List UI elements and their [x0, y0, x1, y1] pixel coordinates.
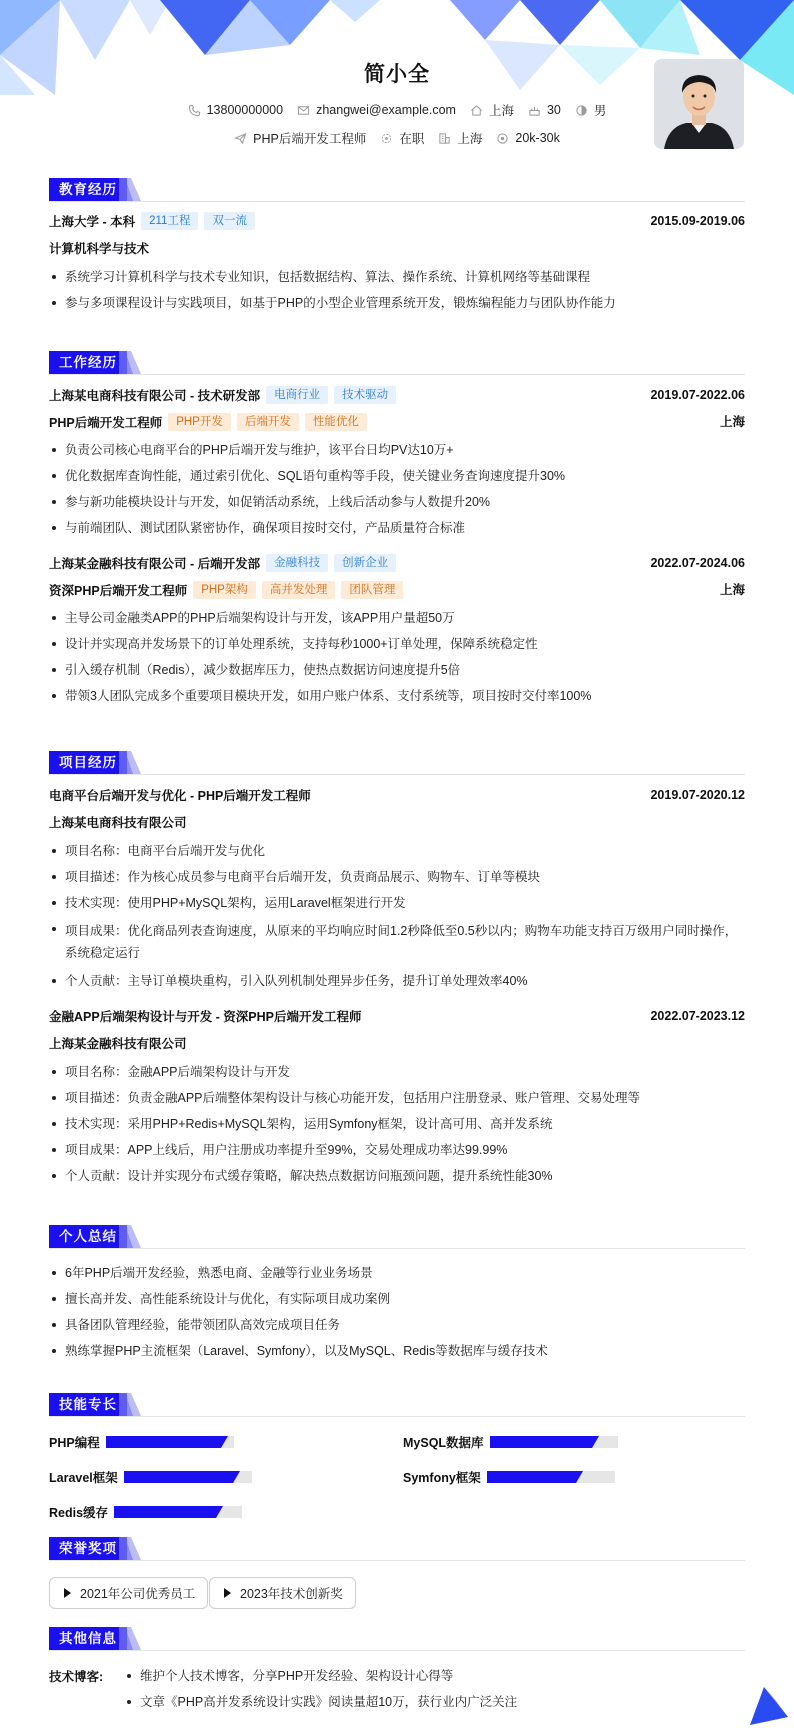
avatar-photo — [654, 59, 744, 149]
company-tag: 技术驱动 — [334, 386, 396, 404]
skill-name: Redis缓存 — [49, 1506, 109, 1520]
home-icon — [470, 104, 483, 117]
section-title: 技能专长 — [49, 1393, 127, 1416]
skill-bar — [487, 1471, 615, 1483]
location-value: 上海 — [488, 104, 514, 118]
award-label: 2023年技术创新奖 — [240, 1587, 343, 1601]
other-section — [49, 1627, 745, 1709]
work-date: 2022.07-2024.06 — [650, 556, 745, 570]
gender-value: 男 — [593, 104, 607, 118]
skill-name: MySQL数据库 — [403, 1436, 484, 1450]
company-name: 上海某金融科技有限公司 - 后端开发部 — [49, 557, 261, 571]
money-icon — [496, 132, 509, 145]
skill-name: Symfony框架 — [403, 1471, 481, 1485]
work-entry-header — [49, 384, 745, 406]
other-bullets — [124, 1667, 517, 1711]
summary-section — [49, 1225, 745, 1360]
list-item: 个人贡献：设计并实现分布式缓存策略，解决热点数据访问瓶颈问题，提升系统性能30% — [49, 1167, 745, 1185]
list-item: 项目成果：APP上线后，用户注册成功率提升至99%，交易处理成功率达99.99% — [49, 1141, 745, 1159]
location-item — [470, 101, 514, 119]
corner-decoration — [750, 1687, 788, 1725]
skill-fill — [487, 1471, 577, 1483]
phone-value: 13800000000 — [206, 103, 284, 117]
section-title: 工作经历 — [49, 351, 127, 374]
education-date: 2015.09-2019.06 — [650, 214, 745, 228]
list-item: 项目描述：负责金融APP后端整体架构设计与核心功能开发，包括用户注册登录、账户管理、交易处理等 — [49, 1089, 745, 1107]
section-title: 个人总结 — [49, 1225, 127, 1248]
education-entry — [49, 210, 745, 232]
list-item: 项目名称：电商平台后端开发与优化 — [49, 842, 745, 860]
list-item: 维护个人技术博客，分享PHP开发经验、架构设计心得等 — [124, 1667, 517, 1685]
section-header — [49, 751, 745, 775]
work-date: 2019.07-2022.06 — [650, 388, 745, 402]
skill-name: PHP编程 — [49, 1436, 100, 1450]
paper-plane-icon — [234, 132, 247, 145]
position-tag: 性能优化 — [305, 413, 367, 431]
position-title: 资深PHP后端开发工程师 — [49, 584, 188, 598]
skill-fill — [106, 1436, 221, 1448]
section-header — [49, 178, 745, 202]
list-item: 项目名称：金融APP后端架构设计与开发 — [49, 1063, 745, 1081]
section-title-tail — [119, 1627, 149, 1650]
awards-section — [49, 1537, 745, 1609]
skill-bar — [124, 1471, 252, 1483]
section-title-tail — [119, 1393, 149, 1416]
award-item — [49, 1577, 208, 1609]
section-header — [49, 1627, 745, 1651]
work-city: 上海 — [719, 583, 745, 597]
building-icon — [438, 132, 451, 145]
gender-item — [575, 101, 607, 119]
skill-name: Laravel框架 — [49, 1471, 118, 1485]
age-value: 30 — [546, 103, 561, 117]
email-value: zhangwei@example.com — [316, 103, 456, 117]
skill-bar — [114, 1506, 242, 1518]
projects-section — [49, 751, 745, 1185]
company-tag: 电商行业 — [266, 386, 328, 404]
mail-icon — [297, 104, 310, 117]
list-item: 技术实现：采用PHP+Redis+MySQL架构，运用Symfony框架，设计高可用、高并发系统 — [49, 1115, 745, 1133]
phone-item — [188, 103, 283, 117]
position-row — [49, 579, 745, 601]
position-tag: PHP开发 — [168, 413, 231, 431]
skills-section — [49, 1393, 745, 1523]
project-company-name: 上海某金融科技有限公司 — [49, 1037, 187, 1051]
skill-symfony — [403, 1468, 615, 1486]
list-item: 技术实现：使用PHP+MySQL架构，运用Laravel框架进行开发 — [49, 894, 745, 912]
other-label: 技术博客: — [49, 1670, 104, 1684]
list-item: 项目描述：作为核心成员参与电商平台后端开发，负责商品展示、购物车、订单等模块 — [49, 868, 745, 886]
list-item: 熟练掌握PHP主流框架（Laravel、Symfony），以及MySQL、Redis等数据库与缓存技术 — [49, 1342, 745, 1360]
list-item: 主导公司金融类APP的PHP后端架构设计与开发，该APP用户量超50万 — [49, 609, 745, 627]
project-company — [49, 812, 745, 834]
section-title-tail — [119, 751, 149, 774]
status-value: 在职 — [399, 132, 425, 146]
phone-icon — [188, 104, 201, 117]
play-icon — [224, 1588, 231, 1598]
project-company-name: 上海某电商科技有限公司 — [49, 816, 187, 830]
project-header — [49, 784, 745, 806]
award-item — [209, 1577, 356, 1609]
school-tag: 211工程 — [141, 212, 198, 230]
section-header — [49, 1537, 745, 1561]
status-icon — [380, 132, 393, 145]
section-title-tail — [119, 178, 149, 201]
project-header — [49, 1005, 745, 1027]
position-tag: 后端开发 — [237, 413, 299, 431]
job-value: PHP后端开发工程师 — [253, 132, 367, 146]
city-value: 上海 — [457, 132, 483, 146]
section-title: 教育经历 — [49, 178, 127, 201]
position-tag: 团队管理 — [341, 581, 403, 599]
project-company — [49, 1033, 745, 1055]
major-name: 计算机科学与技术 — [49, 242, 150, 256]
project-name: 电商平台后端开发与优化 - PHP后端开发工程师 — [49, 789, 311, 803]
section-title: 其他信息 — [49, 1627, 127, 1650]
list-item: 具备团队管理经验，能带领团队高效完成项目任务 — [49, 1316, 745, 1334]
skill-php — [49, 1433, 234, 1451]
section-title: 荣誉奖项 — [49, 1537, 127, 1560]
award-label: 2021年公司优秀员工 — [80, 1587, 196, 1601]
list-item: 优化数据库查询性能，通过索引优化、SQL语句重构等手段，使关键业务查询速度提升30% — [49, 467, 745, 485]
list-item: 系统学习计算机科学与技术专业知识，包括数据结构、算法、操作系统、计算机网络等基础课程 — [49, 268, 745, 286]
work-city: 上海 — [719, 415, 745, 429]
section-title-tail — [119, 1537, 149, 1560]
section-header — [49, 1225, 745, 1249]
list-item: 文章《PHP高并发系统设计实践》阅读量超10万，获行业内广泛关注 — [124, 1693, 517, 1711]
education-bullets — [49, 268, 745, 312]
work-section — [49, 351, 745, 705]
school-tag: 双一流 — [204, 212, 255, 230]
list-item: 个人贡献：主导订单模块重构，引入队列机制处理异步任务，提升订单处理效率40% — [49, 972, 745, 990]
position-title: PHP后端开发工程师 — [49, 416, 163, 430]
work-bullets — [49, 441, 745, 537]
skill-bar — [106, 1436, 234, 1448]
list-item: 负责公司核心电商平台的PHP后端开发与维护，该平台日均PV达10万+ — [49, 441, 745, 459]
project-date: 2019.07-2020.12 — [650, 788, 745, 802]
skill-fill — [490, 1436, 592, 1448]
skill-mysql — [403, 1433, 618, 1451]
list-item: 擅长高并发、高性能系统设计与优化，有实际项目成功案例 — [49, 1290, 745, 1308]
skill-bar — [490, 1436, 618, 1448]
section-title-tail — [119, 1225, 149, 1248]
project-date: 2022.07-2023.12 — [650, 1009, 745, 1023]
list-item: 6年PHP后端开发经验，熟悉电商、金融等行业业务场景 — [49, 1264, 745, 1282]
education-section — [49, 178, 745, 312]
list-item: 引入缓存机制（Redis），减少数据库压力，使热点数据访问速度提升5倍 — [49, 661, 745, 679]
list-item: 设计并实现高并发场景下的订单处理系统，支持每秒1000+订单处理，保障系统稳定性 — [49, 635, 745, 653]
work-entry-header — [49, 552, 745, 574]
salary-value: 20k-30k — [515, 131, 560, 145]
section-header — [49, 351, 745, 375]
work-bullets — [49, 609, 745, 705]
summary-bullets — [49, 1264, 745, 1360]
salary-item — [496, 131, 559, 145]
skill-fill — [114, 1506, 216, 1518]
section-header — [49, 1393, 745, 1417]
project-bullets — [49, 1063, 745, 1185]
project-bullets — [49, 842, 745, 990]
project-name: 金融APP后端架构设计与开发 - 资深PHP后端开发工程师 — [49, 1010, 362, 1024]
job-item — [234, 129, 366, 147]
position-tag: PHP架构 — [193, 581, 256, 599]
list-item: 参与多项课程设计与实践项目，如基于PHP的小型企业管理系统开发，锻炼编程能力与团队协作能力 — [49, 294, 745, 312]
status-item — [380, 129, 424, 147]
list-item: 带领3人团队完成多个重要项目模块开发，如用户账户体系、支付系统等，项目按时交付率100% — [49, 687, 745, 705]
skill-redis — [49, 1503, 242, 1521]
profile-header — [0, 0, 794, 160]
cake-icon — [528, 104, 541, 117]
list-item: 项目成果：优化商品列表查询速度，从原来的平均响应时间1.2秒降低至0.5秒以内；购物车功能支持百万级用户同时操作，系统稳定运行 — [49, 920, 745, 964]
company-tag: 金融科技 — [266, 554, 328, 572]
candidate-name: 简小全 — [364, 63, 430, 86]
gender-icon — [575, 104, 588, 117]
play-icon — [64, 1588, 71, 1598]
section-title-tail — [119, 351, 149, 374]
major — [49, 238, 745, 260]
company-tag: 创新企业 — [334, 554, 396, 572]
list-item: 与前端团队、测试团队紧密协作，确保项目按时交付，产品质量符合标准 — [49, 519, 745, 537]
list-item: 参与新功能模块设计与开发，如促销活动系统，上线后活动参与人数提升20% — [49, 493, 745, 511]
company-name: 上海某电商科技有限公司 - 技术研发部 — [49, 389, 261, 403]
position-tag: 高并发处理 — [262, 581, 336, 599]
city-item — [438, 129, 482, 147]
email-item — [297, 103, 456, 117]
school-name: 上海大学 - 本科 — [49, 215, 136, 229]
skill-fill — [124, 1471, 233, 1483]
awards-list — [49, 1577, 745, 1611]
skill-laravel — [49, 1468, 252, 1486]
section-title: 项目经历 — [49, 751, 127, 774]
age-item — [528, 103, 561, 117]
position-row — [49, 411, 745, 433]
